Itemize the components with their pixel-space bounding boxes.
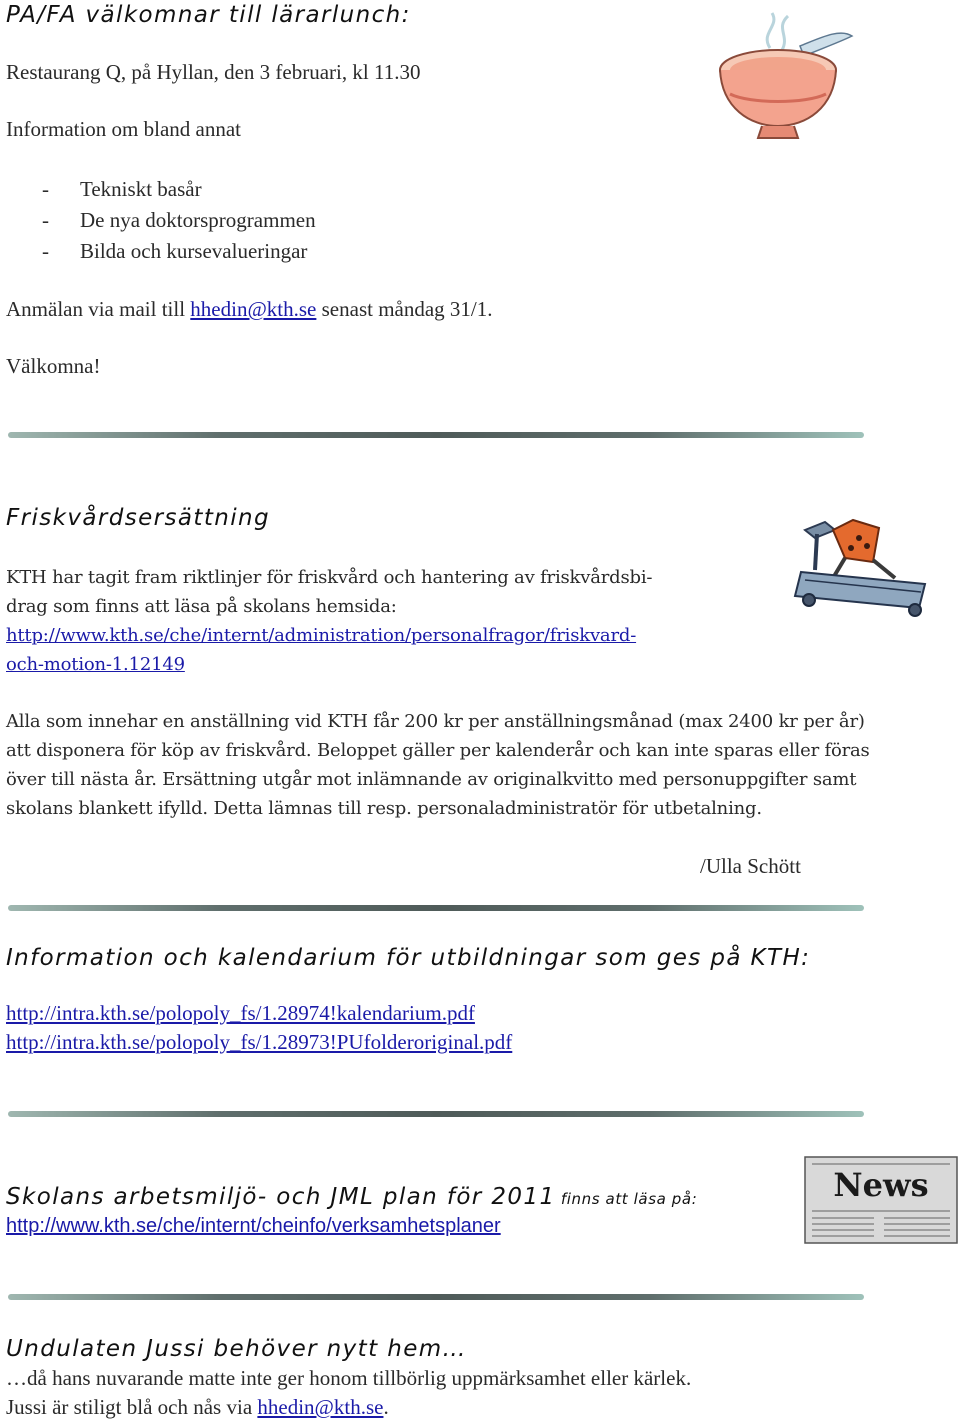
lunch-location: Restaurang Q, på Hyllan, den 3 februari, kl 11.30 <box>6 60 421 84</box>
workenv-title-main: Skolans arbetsmiljö- och JML plan för 2011 <box>6 1184 556 1210</box>
bird-contact-suffix: . <box>383 1395 389 1419</box>
signup-suffix: senast måndag 31/1. <box>316 297 493 321</box>
list-item: De nya doktorsprogrammen <box>80 208 316 232</box>
treadmill-icon <box>775 500 955 620</box>
list-item-bullet: - <box>42 208 49 232</box>
wellness-detail-line: Alla som innehar en anställning vid KTH får 200 kr per anställningsmånad (max 2400 kr per år) <box>6 711 865 732</box>
list-item: Bilda och kursevalueringar <box>80 239 308 263</box>
welcome-text: Välkomna! <box>6 354 101 378</box>
bird-contact-prefix: Jussi är stiligt blå och nås via <box>6 1395 258 1419</box>
bird-contact-line <box>6 1395 389 1420</box>
wellness-detail-line: skolans blankett ifylld. Detta lämnas till resp. personaladministratör för utbetalning. <box>6 798 762 819</box>
signup-line <box>6 297 493 322</box>
wellness-link-continued[interactable]: och-motion-1.12149 <box>6 654 185 675</box>
bird-text-line: …då hans nuvarande matte inte ger honom tillbörlig uppmärksamhet eller kärlek. <box>6 1366 692 1390</box>
wellness-link[interactable]: http://www.kth.se/che/internt/administration/personalfragor/friskvard- <box>6 625 637 646</box>
lunch-title: PA/FA välkomnar till lärarlunch: <box>6 2 411 28</box>
bird-title: Undulaten Jussi behöver nytt hem… <box>6 1336 467 1362</box>
soup-bowl-icon <box>700 8 860 148</box>
workenv-title-small: finns att läsa på: <box>555 1190 698 1208</box>
newspaper-logo-text: News <box>833 1166 929 1204</box>
bird-email-link[interactable]: hhedin@kth.se <box>257 1395 384 1419</box>
pu-folder-link[interactable]: http://intra.kth.se/polopoly_fs/1.28973!PUfolderoriginal.pdf <box>6 1030 513 1054</box>
list-item: Tekniskt basår <box>80 177 202 201</box>
education-title: Information och kalendarium för utbildningar som ges på KTH: <box>6 945 811 971</box>
list-item-bullet: - <box>42 177 49 201</box>
signup-prefix: Anmälan via mail till <box>6 297 191 321</box>
signup-email-link[interactable]: hhedin@kth.se <box>190 297 317 321</box>
lunch-info: Information om bland annat <box>6 117 242 141</box>
workenv-title <box>6 1184 697 1210</box>
section-divider <box>8 1294 864 1300</box>
wellness-paragraph-line: KTH har tagit fram riktlinjer för friskvård och hantering av friskvårdsbi- <box>6 567 653 588</box>
wellness-title: Friskvårdsersättning <box>6 505 270 531</box>
newspaper-icon <box>804 1156 958 1244</box>
calendar-link[interactable]: http://intra.kth.se/polopoly_fs/1.28974!kalendarium.pdf <box>6 1001 475 1025</box>
wellness-paragraph-line: drag som finns att läsa på skolans hemsida: <box>6 596 397 617</box>
section-divider <box>8 905 864 911</box>
wellness-detail-line: att disponera för köp av friskvård. Beloppet gäller per kalenderår och kan inte sparas eller föras <box>6 740 870 761</box>
signature: /Ulla Schött <box>700 854 801 878</box>
section-divider <box>8 1111 864 1117</box>
list-item-bullet: - <box>42 239 49 263</box>
section-divider <box>8 432 864 438</box>
workenv-link[interactable]: http://www.kth.se/che/internt/cheinfo/verksamhetsplaner <box>6 1215 501 1237</box>
wellness-detail-line: över till nästa år. Ersättning utgår mot inlämnande av originalkvitto med personuppgifter samt <box>6 769 857 790</box>
